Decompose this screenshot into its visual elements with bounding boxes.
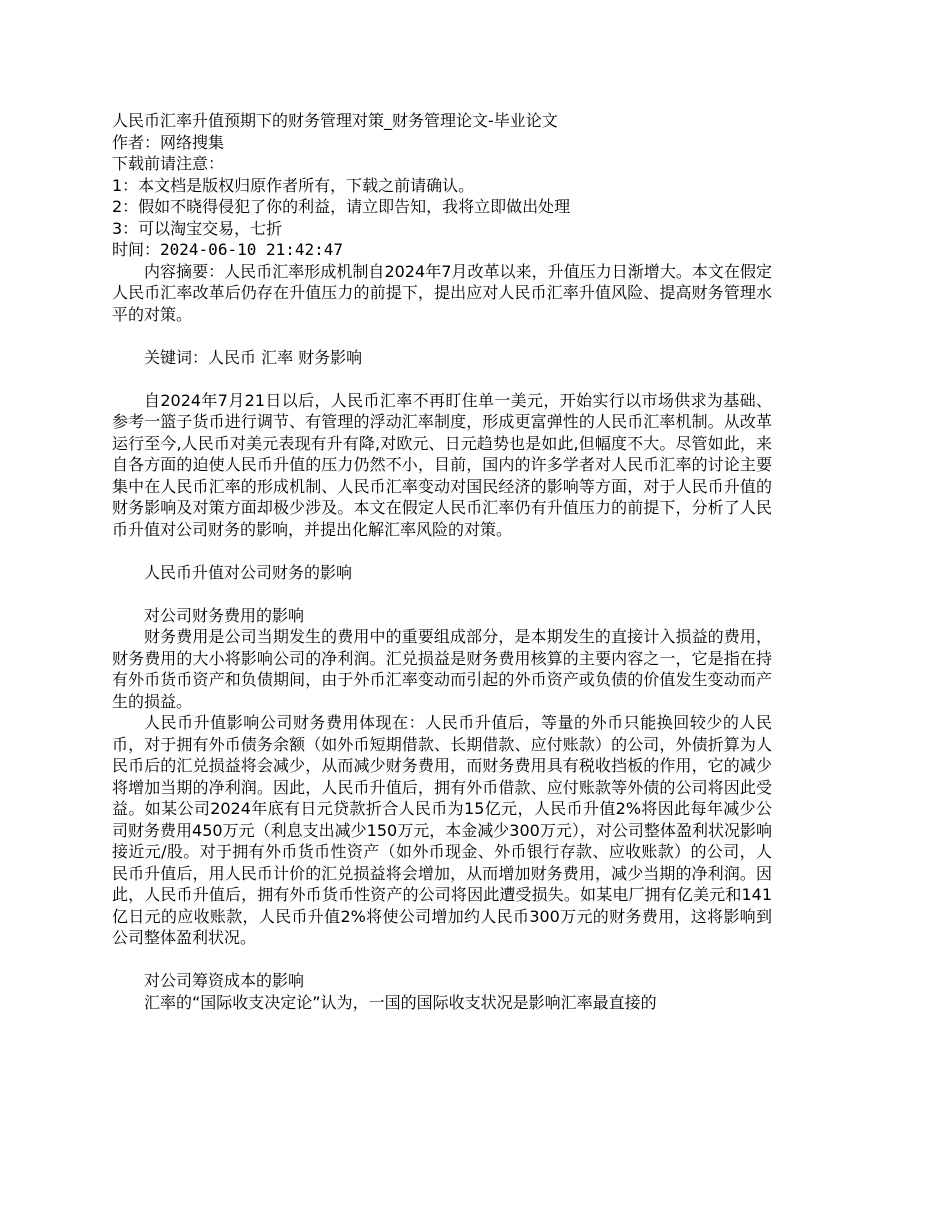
subsection-2-paragraph-1: 汇率的“国际收支决定论”认为，一国的国际收支状况是影响汇率最直接的	[144, 992, 657, 1012]
author-line: 作者：网络搜集	[112, 132, 225, 152]
subsection-1-paragraph-1: 财务费用是公司当期发生的费用中的重要组成部分，是本期发生的直接计入损益的费用，财务费用的大小将影响公司的净利润。汇兑损益是财务费用核算的主要内容之一，它是指在持有外币货币资产和负债期间，由于外币汇率变动而引起的外币资产或负债的价值发生变动而产生的损益。	[112, 627, 772, 711]
subsection-heading-1: 对公司财务费用的影响	[144, 605, 305, 625]
time-value: 2024-06-10 21:42:47	[160, 240, 344, 259]
document-title: 人民币汇率升值预期下的财务管理对策_财务管理论文-毕业论文	[112, 111, 558, 130]
download-notice: 下载前请注意：	[112, 154, 225, 173]
notice-item-1: 1：本文档是版权归原作者所有，下载之前请确认。	[112, 175, 475, 195]
intro-paragraph: 自2024年7月21日以后，人民币汇率不再盯住单一美元，开始实行以市场供求为基础、参考一篮子货币进行调节、有管理的浮动汇率制度，形成更富弹性的人民币汇率机制。从改革运行至今,人民币对美元表现有升有降,对欧元、日元趋势也是如此,但幅度不大。尽管如此，来自各方面的迫使人民币升值的压力仍然不小，目前，国内的许多学者对人民币汇率的讨论主要集中在人民币汇率的形成机制、人民币汇率变动对国民经济的影响等方面，对于人民币升值的财务影响及对策方面却极少涉及。本文在假定人民币汇率仍有升值压力的前提下，分析了人民币升值对公司财务的影响，并提出化解汇率风险的对策。	[112, 390, 772, 539]
notice-item-3: 3：可以淘宝交易，七折	[112, 218, 283, 238]
abstract-paragraph: 内容摘要：人民币汇率形成机制自2024年7月改革以来，升值压力日渐增大。本文在假定人民币汇率改革后仍存在升值压力的前提下，提出应对人民币汇率升值风险、提高财务管理水平的对策。	[112, 261, 772, 324]
notice-item-2: 2：假如不晓得侵犯了你的利益，请立即告知，我将立即做出处理	[112, 197, 571, 216]
time-line	[112, 239, 772, 261]
subsection-heading-2: 对公司筹资成本的影响	[144, 971, 305, 990]
section-heading-1: 人民币升值对公司财务的影响	[144, 562, 353, 582]
subsection-1-paragraph-2: 人民币升值影响公司财务费用体现在：人民币升值后，等量的外币只能换回较少的人民币，对于拥有外币债务余额（如外币短期借款、长期借款、应付账款）的公司，外债折算为人民币后的汇兑损益将会减少，从而减少财务费用，而财务费用具有税收挡板的作用，它的减少将增加当期的净利润。因此，人民币升值后，拥有外币借款、应付账款等外债的公司将因此受益。如某公司2024年底有日元贷款折合人民币为15亿元，人民币升值2%将因此每年减少公司财务费用450万元（利息支出减少150万元，本金减少300万元），对公司整体盈利状况影响接近元/股。对于拥有外币货币性资产（如外币现金、外币银行存款、应收账款）的公司，人民币升值后，用人民币计价的汇兑损益将会增加，从而增加财务费用，减少当期的净利润。因此，人民币升值后，拥有外币货币性资产的公司将因此遭受损失。如某电厂拥有亿美元和141亿日元的应收账款，人民币升值2%将使公司增加约人民币300万元的财务费用，这将影响到公司整体盈利状况。	[112, 713, 772, 947]
document-page	[112, 110, 772, 1013]
keywords-line: 关键词：人民币 汇率 财务影响	[144, 347, 363, 367]
time-label: 时间：	[112, 240, 161, 259]
